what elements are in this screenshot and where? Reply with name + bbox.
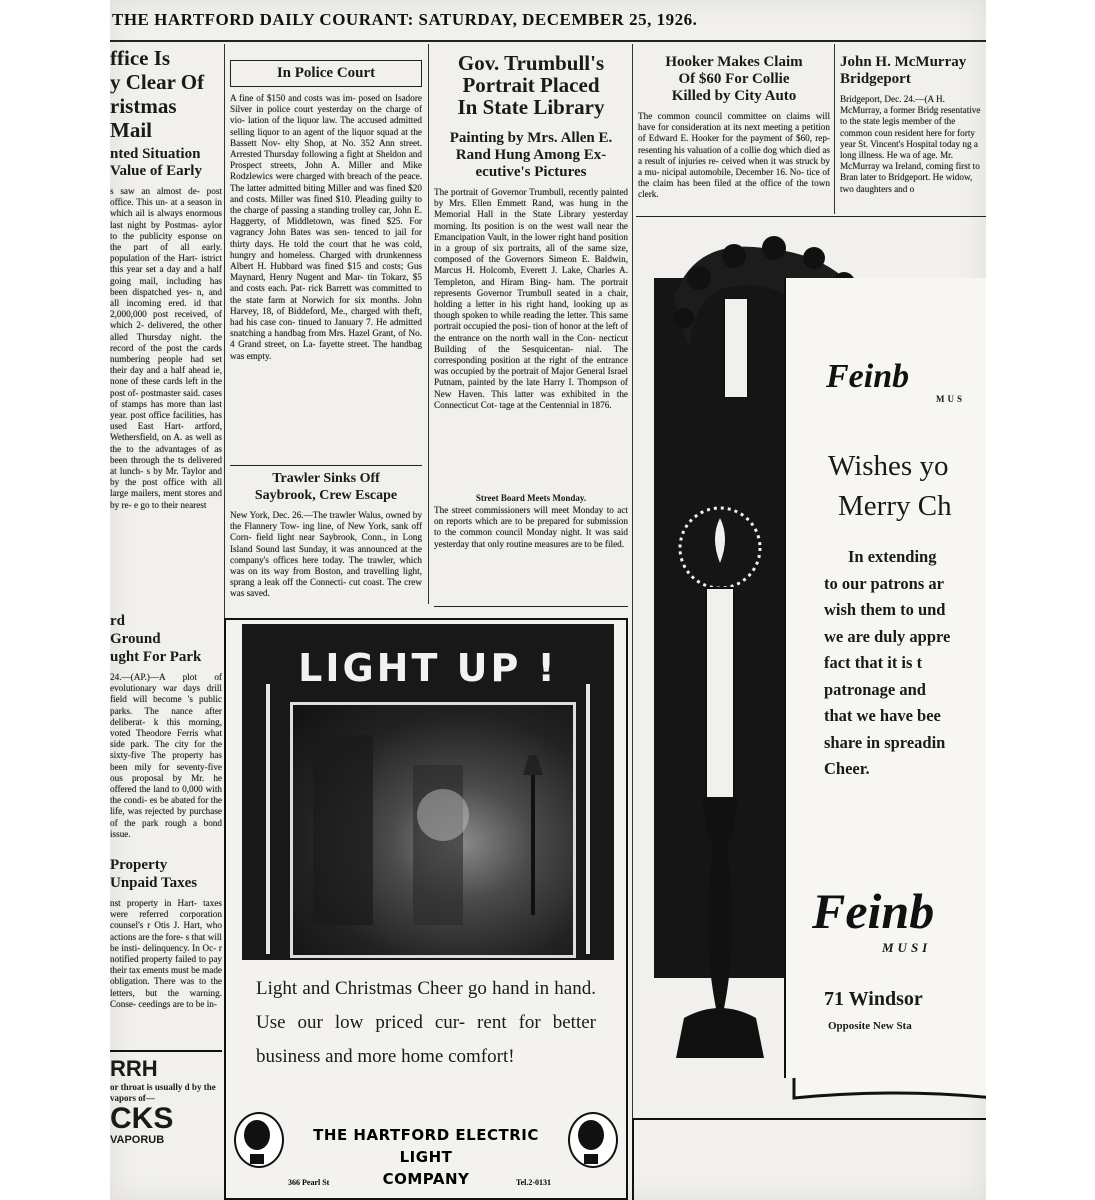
greeting-line-1: Wishes yo [828, 450, 949, 482]
hooker-headline: Hooker Makes Claim Of $60 For Collie Killed by City Auto [665, 54, 803, 104]
street-lamp-icon [293, 705, 573, 955]
feinberg-line-9: Cheer. [824, 759, 870, 778]
park-headline: rd Ground ught For Park [110, 613, 202, 665]
feinberg-line-7: that we have bee [824, 706, 941, 725]
trawler-article: New York, Dec. 26.—The trawler Walus, owned by the Flannery Tow- ing line, of New York, sank off Corn- field light near Saybrook, Conn., in Long Island Sound last Sunday, it was announced at the company's offices here today. The trawler, which was on its way from Boston, and travelling light, sprang a leak off the Connecti- cut coast. The crew was saved. [230, 510, 422, 599]
column-rule-4 [834, 44, 835, 214]
feinberg-line-2: to our patrons ar [824, 573, 944, 593]
light-up-title: LIGHT UP ! [298, 646, 558, 690]
feinberg-line-6: patronage and [824, 679, 926, 699]
column-rule-2 [428, 44, 429, 604]
newspaper-page [110, 0, 986, 1200]
company-line2: COMPANY [382, 1170, 470, 1188]
feinberg-panel [784, 278, 986, 1078]
light-bulb-icon-left [234, 1112, 284, 1168]
vapor-ad-line3: CKS [110, 1102, 174, 1135]
mcmurray-article: Bridgeport, Dec. 24.—(A H. McMurray, a former Bridg resentative to the state legis member of the common coun resident here for forty year St. Vincent's Hospital today ng a long illness. He wa of age. Mr. McMurray wa Ireland, coming first to Bran later to Bridgeport. He widow, two daughters and o [840, 94, 981, 194]
ad-dark-frame [242, 624, 614, 960]
feinberg-line-1: In extending [848, 547, 937, 566]
column-rule-3 [632, 44, 633, 1200]
electric-light-ad [224, 618, 628, 1200]
vapor-ad-line2: or throat is usually d by the vapors of— [110, 1082, 216, 1103]
trawler-headline: Trawler Sinks Off Saybrook, Crew Escape [254, 471, 398, 503]
police-court-headline: In Police Court [230, 60, 422, 87]
post-office-headline: ffice Is y Clear Of ristmas Mail [110, 46, 205, 142]
feinberg-logo-top: Feinb [826, 358, 910, 395]
park-article: 24.—(AP.)—A plot of evolutionary war days drill field will become 's public parks. The nance after deliberat- k this morning, voted Theodore Ferris what side park. The city for the sixty-five The property has been mily for seventy-five ous proposal by Mr. he offered the land to 0,000 with the condi- es be abated for the life, was rejected by purchase of the park rough a bond issue. [110, 672, 222, 839]
column-3 [434, 52, 628, 608]
feinberg-logo-bottom: Feinb [812, 883, 935, 939]
street-scene-photo [290, 702, 576, 958]
feinberg-body [824, 544, 950, 783]
trumbull-article: The portrait of Governor Trumbull, recently painted by Mrs. Ellen Emmett Rand, was hung in the Memorial Hall in the State Library yesterday morning. Its position is on the west wall near the Emancipation Vault, in the lower right hand position in a group of six portraits, all of the same size, composed of the Governors Simeon E. Baldwin, Marcus H. Holcomb, Everett J. Lake, Charles A. Templeton, and Hiram Bing- ham. The portrait represents Governor Trumbull seated in a chair, holding a letter in his right hand, looking up as though spoken to while reading the letter. This same portrait occupied the posi- tion of honor at the left of the entrance on the north wall in the Con- necticut Building of the Sesquicentan- nial. The corresponding position at the right of the entrance was occupied by the portrait of Major General Israel Putnam, painted by the late Harry I. Thompson of New Haven. This latter was exhibited in the Connecticut Cot- tage at the Centennial in 1876. [434, 187, 628, 410]
vapor-ad [110, 1050, 222, 1146]
taxes-article: nst property in Hart- taxes were referred corporation counsel's r Otis J. Hart, who actions are the fore- s that will be insti- delinquency. In Oc- r notified property failed to pay their tax ements must be made obligation. There was to the letters, but the warning. Conse- ceedings are to be in- [110, 898, 222, 1009]
masthead-rule [110, 40, 986, 42]
feinberg-address-sub: Opposite New Sta [828, 1020, 912, 1032]
company-address: 366 Pearl St [288, 1178, 330, 1187]
street-board-headline: Street Board Meets Monday. [475, 493, 587, 503]
taxes-headline: Property Unpaid Taxes [110, 857, 198, 891]
column-1 [110, 46, 222, 1200]
left-post [266, 684, 270, 954]
feinberg-line-4: we are duly appre [824, 626, 951, 646]
column-4 [638, 54, 830, 216]
trumbull-headline: Gov. Trumbull's Portrait Placed In State Library [457, 52, 605, 119]
column-2 [230, 56, 422, 606]
mcmurray-headline: John H. McMurray Bridgeport [840, 54, 967, 87]
feinberg-logo-bottom-sub: MUSI [882, 940, 932, 955]
company-phone: Tel.2-0131 [516, 1178, 552, 1187]
post-office-subhead: nted Situation Value of Early [110, 146, 202, 179]
vapor-ad-line1: RRH [110, 1056, 158, 1081]
feinberg-logo-top-sub: MUS [936, 394, 965, 404]
vapor-ad-line4: VAPORUB [110, 1134, 165, 1146]
post-office-article: s saw an almost de- post office. This un- at a season in which ail is always enormous last night by Postmas- aylor to the publicity esponse on the part of all early. population of the Hart- istrict this year set a day and a half going mail, including has been dispatched yes- n, and all incoming ered. id that 2,000,000 post received, of which 2- delivered, the other alled Thursday night. the record of the post the cards numbering people had set their day and a half ahead ie, none of these cards left in the post of- postmaster said. cases of stamps has more than last year. post office facilities, has used East Hart- artford, Wethersfield, on A. as well as the to the advantages of as been through the ts delivered at lunch- s by Mr. Taylor and by the post office with all large mailers, ment stores and by re- e go to their nearest [110, 186, 222, 510]
bottom-ad-box [632, 1118, 986, 1200]
light-up-copy: Light and Christmas Cheer go hand in hand. Use our low priced cur- rent for better business and more home comfort! [256, 978, 596, 1067]
feinberg-line-5: fact that it is t [824, 653, 923, 672]
company-line1: THE HARTFORD ELECTRIC LIGHT [313, 1126, 539, 1166]
police-court-article: A fine of $150 and costs was im- posed on Isadore Silver in police court yesterday on the charge of vio- lation of the liquor law. The accused admitted selling liquor to an agent of the liquor squad at the Bassett Nov- elty Shop, at No. 352 Ann street. Arrested Thursday following a fight at Sheldon and Prospect streets, John A. Miller and Mike Rodzlewics were charged with breach of the peace. The latter admitted biting Miller and was fined $20 and costs. Miller was fined $10. Pleading guilty to the charge of passing a standing trolley car, John E. Haggerty, of Middletown, was fined $25. For vagrancy John Bates was sen- tenced to jail for thirty days. He told the court that he was cold, hungry and homeless. Charged with drunkenness Albert H. Hubbard was fined $15 and costs; Gus Maynard, Henry Nugent and Mar- tin Tokarz, $5 and costs each. Pat- rick Barrett was committed to the state farm at Norwich for six months. John Harvey, 18, of Biddeford, Me., charged with theft, had his case con- tinued to January 7. He admitted snatching a handbag from Mrs. Hazel Grant, of No. 4 Grand street, on La- fayette street. The handbag was empty. [230, 93, 422, 361]
feinberg-line-3: wish them to und [824, 600, 946, 619]
feinberg-address: 71 Windsor [824, 988, 923, 1010]
right-post [586, 684, 590, 954]
trumbull-subhead: Painting by Mrs. Allen E. Rand Hung Among Ex- ecutive's Pictures [449, 130, 613, 180]
masthead: THE HARTFORD DAILY COURANT: SATURDAY, DECEMBER 25, 1926. [112, 10, 698, 29]
hooker-article: The common council committee on claims will have for consideration at its next meeting a petition of Edward E. Hooker for the payment of $60, rep- resenting his valuation of a collie dog which died as a result of injuries re- ceived when it was struck by a mu- nicipal automobile, December 16. No- tice of the claim has been filed at the office of the town clerk. [638, 111, 830, 200]
column-5 [840, 54, 986, 216]
feinberg-ad [654, 218, 986, 1118]
greeting-line-2: Merry Ch [838, 490, 952, 522]
light-bulb-icon-right [568, 1112, 618, 1168]
street-board-article: The street commissioners will meet Monday to act on reports which are to be prepared for submission to the common council Monday night. It was said yesterday that only routine measures are to be filed. [434, 505, 628, 549]
feinberg-line-8: share in spreadin [824, 732, 946, 752]
